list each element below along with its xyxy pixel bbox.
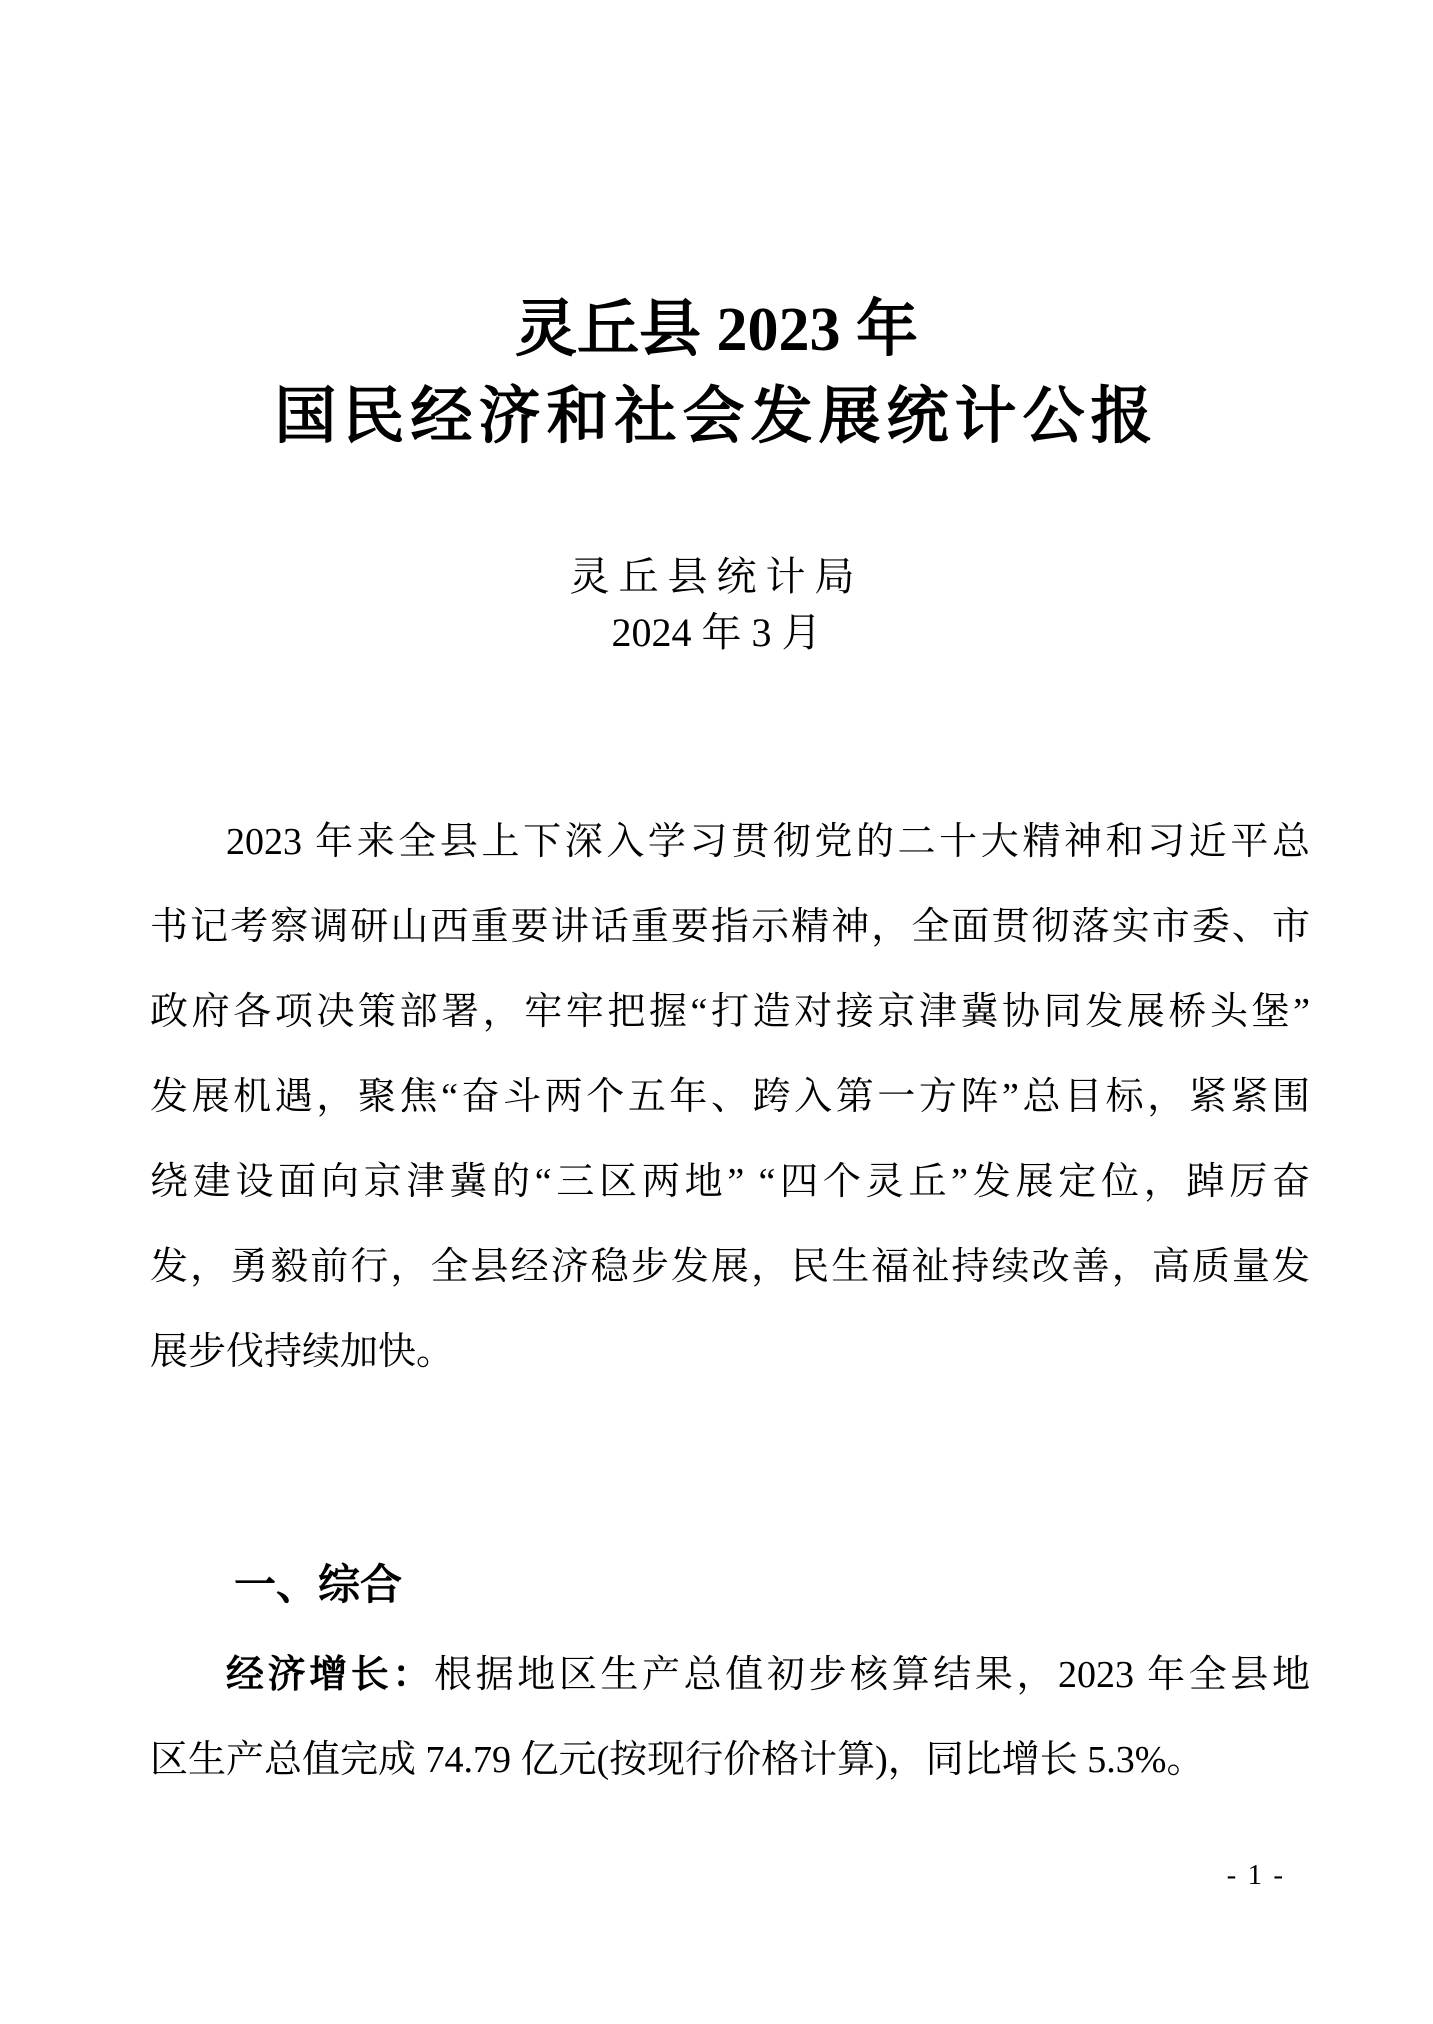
paragraph-lead-rest: 根据地区生产总值初步核算结果，2023 年全县地 [434,1654,1310,1696]
intro-line: 政府各项决策部署，牢牢把握“打造对接京津冀协同发展桥头堡” [150,991,1310,1033]
economy-line [150,1633,1310,1718]
title-line-2: 国民经济和社会发展统计公报 [274,383,1159,451]
intro-line: 书记考察调研山西重要讲话重要指示精神，全面贯彻落实市委、市 [150,906,1310,948]
issuing-organization: 灵丘县统计局 [569,554,864,599]
intro-line: 绕建设面向京津冀的“三区两地” “四个灵丘”发展定位，踔厉奋 [150,1161,1310,1203]
document-title [0,287,1433,461]
page-number: - 1 - [1226,1859,1285,1891]
title-line-1: 灵丘县 2023 年 [514,296,918,364]
intro-line: 发展机遇，聚焦“奋斗两个五年、跨入第一方阵”总目标，紧紧围 [150,1076,1310,1118]
intro-line: 展步伐持续加快。 [150,1331,455,1373]
paragraph-lead-label: 经济增长： [226,1654,435,1696]
intro-line: 发，勇毅前行，全县经济稳步发展，民生福祉持续改善，高质量发 [150,1246,1310,1288]
intro-paragraph [150,800,1310,1395]
economy-line: 区生产总值完成 74.79 亿元(按现行价格计算)，同比增长 5.3%。 [150,1739,1205,1781]
section-heading: 一、综合 [234,1561,403,1608]
publication-date: 2024 年 3 月 [611,610,822,655]
document-subtitle [0,549,1433,661]
intro-line: 2023 年来全县上下深入学习贯彻党的二十大精神和习近平总 [226,821,1310,863]
economy-paragraph [150,1633,1310,1803]
